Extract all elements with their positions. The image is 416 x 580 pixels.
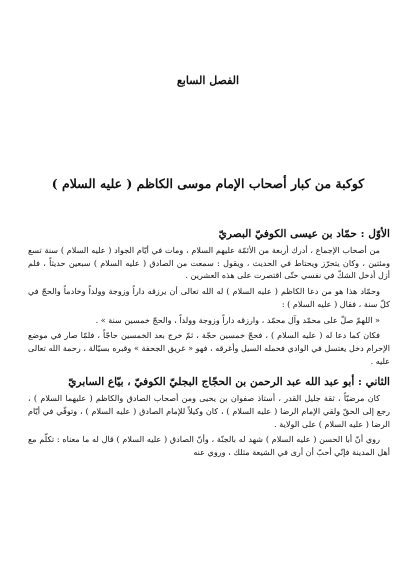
chapter-title: الفصل السابع [176, 74, 240, 87]
paragraph: فكان كما دعا له ( عليه السلام ) ، فحجّ خمسين حجّة ، ثمّ خرج بعد الخمسين حاجّاً ، فلمّا صار في موضع الإحرام دخل يغتسل في الوادي فحمله السيل وأغرقه ، فهو « غريق الجحفة » وقبره بسيّالة ، رحمة الله تعالى عليه . [28, 330, 390, 366]
paragraph: من أصحاب الإجماع ، أدرك أربعة من الأئمّة عليهم السلام ، ومات في أيّام الجواد ( عليه السلام ) سنة تسع ومئتين ، وكان يتحرّز ويحتاط في الحديث ، ويقول : سمعت من الصادق ( عليه السلام ) سبعين حديثاً ، فلم أزل أدخل الشكّ في نفسي حتّى اقتصرت على هذه العشرين . [28, 245, 390, 281]
section-heading-2: الثاني : أبو عبد الله عبد الرحمن بن الحجّاج البجليّ الكوفيّ ، بيّاع السابريّ [68, 376, 390, 389]
body-text [28, 227, 390, 462]
paragraph: روي أنّ أبا الحسن ( عليه السلام ) شهد له بالجنّة ، وأنّ الصادق ( عليه السلام ) قال له ما معناه : تكلّم مع أهل المدينة فإنّي أحبّ أن أرى في الشيعة مثلك ، وروي عنه [28, 434, 390, 458]
paragraph: كان مرضيّاً ، ثقة جليل القدر ، أستاذ صفوان بن يحيى ومن أصحاب الصادق والكاظم ( عليهما السلام ) ، رجع إلى الحقّ ولقي الإمام الرضا ( عليه السلام ) ، كان وكيلاً للإمام الصادق ( عليه السلام ) ، وتوفّي في أيّام الرضا ( عليه السلام ) على الولاية . [28, 393, 390, 429]
section-heading-1: الأوّل : حمّاد بن عيسى الكوفيّ البصريّ [218, 228, 390, 240]
quote-paragraph: « اللهمّ صلّ على محمّد وآل محمّد ، وارزقه داراً وزوجة وولداً ، والحجّ خمسين سنة » . [95, 314, 380, 325]
paragraph: وحمّاد هذا هو من دعا الكاظم ( عليه السلام ) له الله تعالى أن يرزقه داراً وزوجة وولداً وخادماً والحجّ في كلّ سنة ، فقال ( عليه السلام ) : [28, 286, 390, 309]
book-title: كوكبة من كبار أصحاب الإمام موسى الكاظم ( عليه السلام ) [51, 176, 365, 191]
